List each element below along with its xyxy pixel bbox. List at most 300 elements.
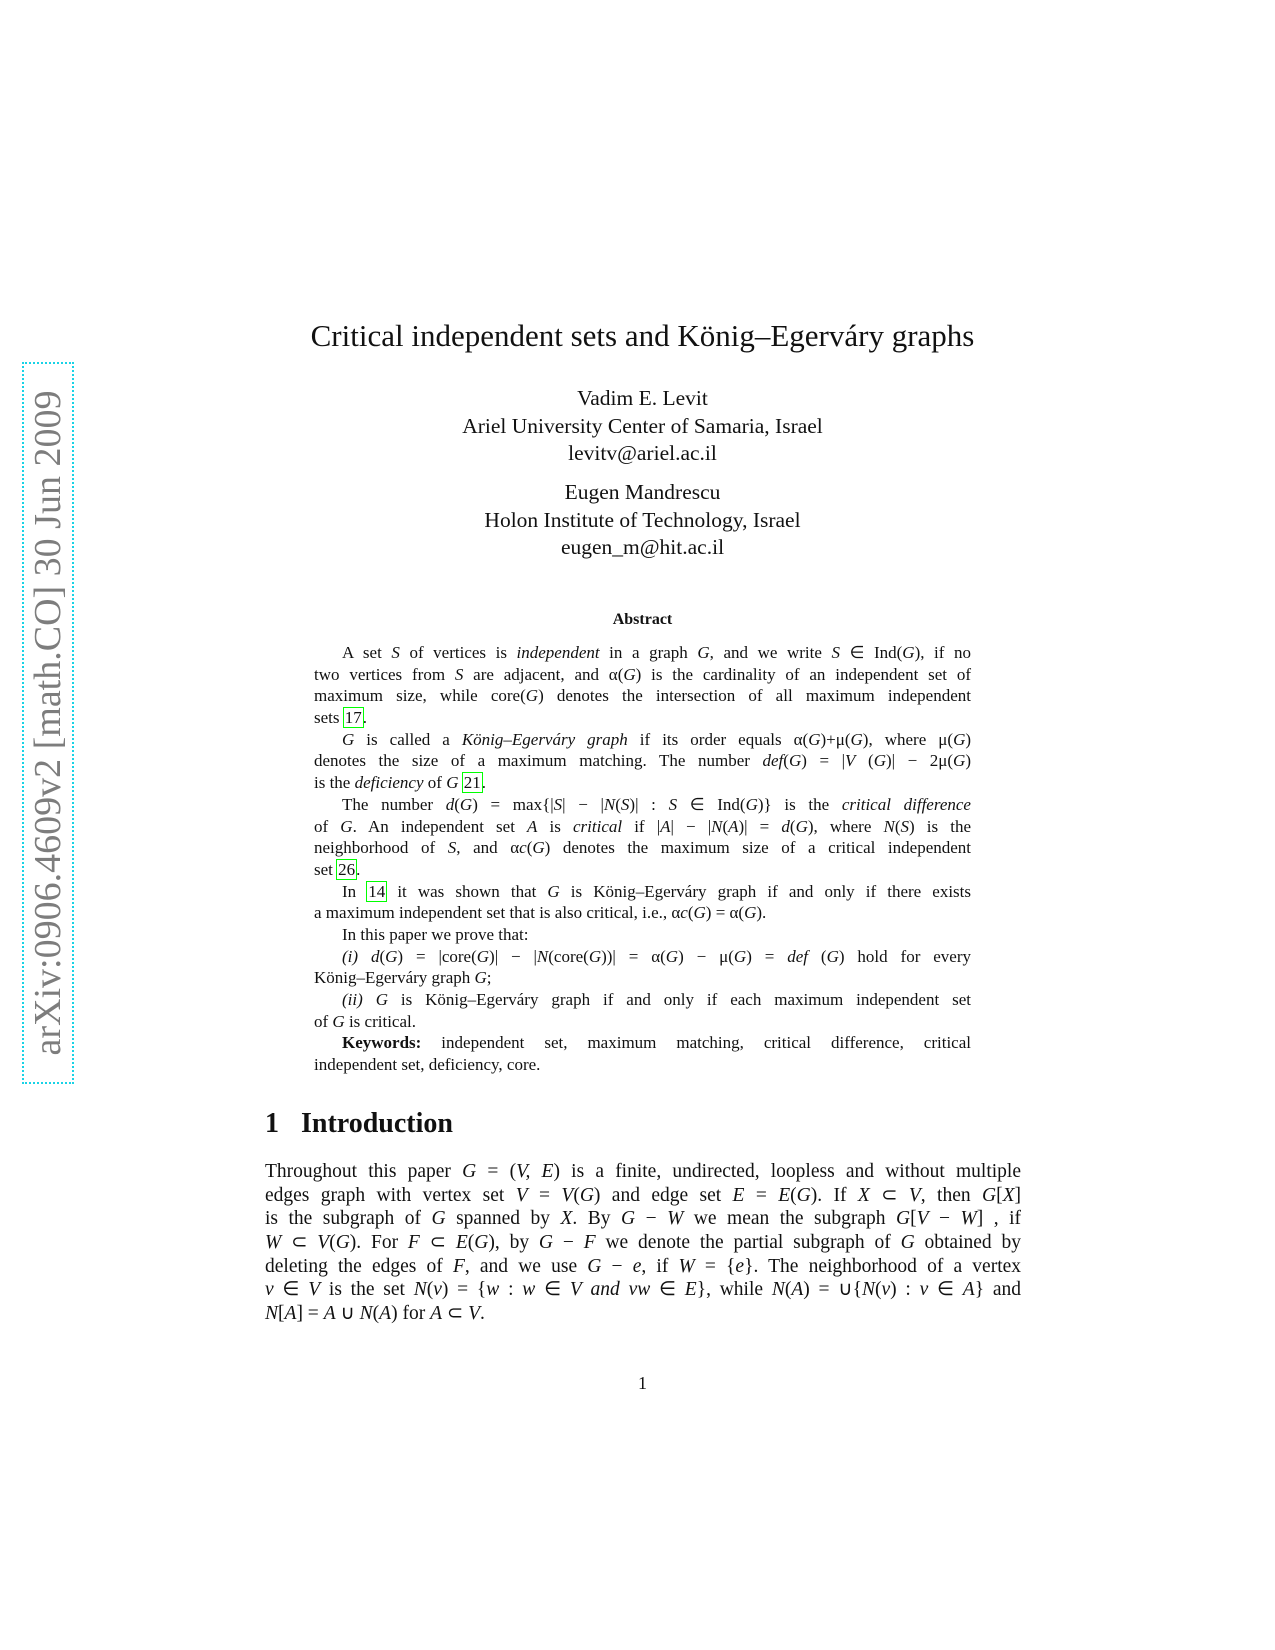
text-run: if its order equals α( bbox=[627, 729, 809, 749]
text-run: G bbox=[744, 903, 757, 923]
text-run: independent set, deficiency, core. bbox=[314, 1055, 541, 1075]
text-run: ( bbox=[467, 1232, 475, 1254]
text-run: )+μ( bbox=[820, 729, 851, 749]
text-run: G bbox=[332, 1011, 345, 1031]
text-run: V bbox=[317, 1232, 330, 1254]
text-run: G bbox=[547, 881, 560, 901]
text-run: if | bbox=[622, 816, 661, 836]
author-email: levitv@ariel.ac.il bbox=[568, 441, 717, 465]
text-line bbox=[314, 859, 971, 881]
text-run: G bbox=[795, 816, 808, 836]
text-run: ( bbox=[855, 751, 874, 771]
text-run: G bbox=[953, 729, 966, 749]
text-line bbox=[314, 837, 971, 859]
text-run: G bbox=[953, 751, 966, 771]
text-run: V, E bbox=[516, 1161, 554, 1182]
text-run: ( bbox=[426, 1279, 434, 1301]
author-block-2 bbox=[0, 479, 1275, 562]
introduction-body bbox=[265, 1160, 1021, 1326]
text-run: }. The neighborhood of a vertex bbox=[744, 1255, 1022, 1277]
text-run: def bbox=[787, 946, 809, 966]
abstract-body bbox=[314, 642, 971, 1076]
text-run: G bbox=[621, 1208, 636, 1230]
text-line bbox=[265, 1278, 1021, 1302]
text-run: ( bbox=[722, 816, 729, 836]
text-line bbox=[314, 729, 971, 751]
text-line bbox=[314, 946, 971, 968]
text-run: = ( bbox=[476, 1161, 517, 1182]
text-line bbox=[265, 1302, 1021, 1326]
text-run: G bbox=[375, 990, 388, 1009]
text-run: X bbox=[1002, 1184, 1015, 1206]
text-run: − bbox=[553, 1232, 584, 1254]
text-run: e bbox=[632, 1255, 642, 1277]
text-run: | − | bbox=[670, 816, 712, 836]
text-run: , and we write bbox=[709, 643, 832, 662]
text-run: ) and edge set bbox=[593, 1184, 733, 1206]
text-run: ) = α( bbox=[705, 903, 745, 923]
text-line bbox=[314, 642, 971, 664]
text-run: (ii) bbox=[342, 990, 376, 1009]
text-run: def bbox=[762, 751, 784, 771]
text-line bbox=[314, 1054, 971, 1076]
text-run: G bbox=[532, 838, 545, 858]
text-run: . bbox=[480, 1303, 485, 1325]
text-run: v bbox=[881, 1279, 891, 1301]
text-run: spanned by bbox=[445, 1208, 561, 1230]
text-line bbox=[314, 750, 971, 772]
citation-link[interactable]: 26 bbox=[338, 859, 356, 879]
text-run: independent set, maximum matching, critical difference, critical bbox=[421, 1033, 971, 1053]
text-run: ) = { bbox=[441, 1279, 487, 1301]
text-run: G bbox=[665, 946, 679, 966]
abstract-heading: Abstract bbox=[612, 611, 673, 628]
text-run: G bbox=[587, 1255, 602, 1277]
text-line bbox=[314, 664, 971, 686]
text-run: (core( bbox=[548, 946, 589, 966]
text-run: W bbox=[667, 1208, 684, 1230]
text-run: )| = bbox=[738, 816, 782, 836]
text-run: G bbox=[623, 664, 636, 684]
text-run: G bbox=[431, 1208, 446, 1230]
text-run: E bbox=[455, 1232, 468, 1254]
text-run: c bbox=[680, 903, 688, 923]
text-run: A set bbox=[342, 643, 392, 662]
text-run: X bbox=[857, 1184, 870, 1206]
text-run: ⊂ bbox=[419, 1232, 456, 1254]
text-run: ] bbox=[1014, 1184, 1021, 1206]
text-run: [ bbox=[278, 1303, 285, 1325]
text-run: ) = bbox=[746, 946, 788, 966]
text-run: two vertices from bbox=[314, 664, 455, 684]
text-run: N bbox=[711, 816, 723, 836]
text-line bbox=[265, 1255, 1021, 1279]
text-run: ( bbox=[783, 751, 789, 771]
text-run: vw bbox=[628, 1279, 651, 1301]
text-run: G bbox=[896, 1208, 911, 1230]
text-run bbox=[620, 1279, 629, 1300]
text-run: ( bbox=[573, 1184, 580, 1206]
text-run: ( bbox=[874, 1279, 882, 1301]
text-run: A bbox=[660, 816, 671, 836]
text-run: G bbox=[588, 946, 602, 966]
text-run: G bbox=[900, 1232, 915, 1254]
text-run: V bbox=[561, 1184, 574, 1206]
text-run: d bbox=[370, 946, 380, 966]
text-run: is critical. bbox=[344, 1011, 416, 1031]
text-run: ∈ bbox=[928, 1279, 963, 1301]
text-run: V bbox=[308, 1279, 321, 1301]
text-run: G bbox=[335, 1232, 350, 1254]
text-run: [ bbox=[910, 1208, 917, 1230]
text-run: S bbox=[900, 816, 910, 836]
text-run: ) denotes the maximum size of a critical independent bbox=[544, 838, 972, 858]
text-run: − bbox=[635, 1208, 668, 1230]
text-run: In this paper we prove that: bbox=[342, 924, 529, 944]
text-run: E bbox=[684, 1279, 697, 1301]
text-run: } and bbox=[974, 1279, 1022, 1301]
text-run: G bbox=[788, 751, 802, 771]
text-run: independent bbox=[516, 643, 600, 662]
text-run: F bbox=[452, 1255, 465, 1277]
text-run: V bbox=[845, 751, 856, 771]
text-run: neighborhood of bbox=[314, 838, 448, 858]
text-run: ). If bbox=[810, 1184, 858, 1206]
text-run: set bbox=[314, 859, 338, 879]
text-run: N bbox=[603, 794, 616, 814]
text-run: A bbox=[962, 1279, 975, 1301]
text-run: ( bbox=[372, 1303, 380, 1325]
text-run: , and α bbox=[456, 838, 520, 858]
text-line bbox=[314, 967, 971, 989]
text-run: ) is a finite, undirected, loopless and without multiple bbox=[553, 1161, 1021, 1182]
text-run: is the set bbox=[320, 1279, 414, 1301]
text-run: S bbox=[447, 838, 457, 858]
text-run: A bbox=[430, 1303, 442, 1325]
text-run: )| : bbox=[629, 794, 669, 814]
text-run: ( bbox=[454, 794, 460, 814]
text-run: S bbox=[620, 794, 630, 814]
text-run: A bbox=[527, 816, 538, 836]
text-run: V bbox=[468, 1303, 480, 1325]
text-run: deleting the edges of bbox=[265, 1255, 453, 1277]
text-run: G bbox=[850, 729, 863, 749]
text-run: of bbox=[314, 1011, 333, 1031]
text-line bbox=[314, 1032, 971, 1054]
text-run: G bbox=[579, 1184, 594, 1206]
text-run: ( bbox=[526, 838, 533, 858]
text-run: [ bbox=[996, 1184, 1003, 1206]
text-line bbox=[314, 1011, 971, 1033]
text-run: (i) bbox=[342, 946, 371, 966]
text-run: − bbox=[601, 1255, 633, 1277]
text-run: it was shown that bbox=[386, 881, 548, 901]
text-run: G bbox=[340, 816, 353, 836]
text-line bbox=[314, 924, 971, 946]
text-run: F bbox=[583, 1232, 596, 1254]
text-line bbox=[265, 1231, 1021, 1255]
text-line bbox=[265, 1160, 1021, 1184]
text-run: ) = max{| bbox=[472, 794, 554, 814]
text-run: are adjacent, and α( bbox=[463, 664, 624, 684]
text-run: ) − μ( bbox=[678, 946, 734, 966]
text-run: ] , if bbox=[976, 1208, 1022, 1230]
text-run: G bbox=[462, 1161, 477, 1182]
text-run: ( bbox=[789, 816, 796, 836]
text-run: , and we use bbox=[464, 1255, 588, 1277]
text-run: Throughout this paper bbox=[265, 1161, 463, 1182]
text-run: ). bbox=[756, 903, 767, 923]
text-run: W bbox=[265, 1232, 282, 1254]
text-run: e bbox=[735, 1255, 745, 1277]
text-run: E bbox=[732, 1184, 745, 1206]
text-run: w bbox=[522, 1279, 536, 1301]
text-run: − bbox=[928, 1208, 961, 1230]
text-line bbox=[314, 881, 971, 903]
text-run: ), where bbox=[807, 816, 884, 836]
citation-link[interactable]: 14 bbox=[368, 881, 386, 901]
text-run: F bbox=[407, 1232, 420, 1254]
text-run: v bbox=[919, 1279, 929, 1301]
text-run: . bbox=[356, 859, 361, 879]
author-email: eugen_m@hit.ac.il bbox=[560, 535, 725, 559]
text-run: V bbox=[916, 1208, 929, 1230]
text-run: N bbox=[861, 1279, 875, 1301]
text-run: G bbox=[902, 643, 915, 662]
text-run: N bbox=[771, 1279, 785, 1301]
text-run: G bbox=[733, 946, 747, 966]
text-run: ))| = α( bbox=[601, 946, 666, 966]
text-run: we denote the partial subgraph of bbox=[595, 1232, 901, 1254]
text-run: G bbox=[697, 643, 710, 662]
text-run: )} is the bbox=[757, 794, 842, 814]
citation-link[interactable]: 21 bbox=[463, 773, 481, 793]
text-run: ). For bbox=[349, 1232, 408, 1254]
text-run: S bbox=[668, 794, 678, 814]
text-run: and bbox=[590, 1279, 620, 1301]
text-run: Keywords: bbox=[342, 1033, 422, 1053]
text-run: V bbox=[515, 1184, 528, 1206]
author-name: Eugen Mandrescu bbox=[564, 480, 721, 504]
text-run: G bbox=[342, 729, 355, 749]
section-heading bbox=[265, 1108, 453, 1140]
arxiv-identifier: arXiv:0906.4609v2 [math.CO] 30 Jun 2009 bbox=[27, 390, 69, 1056]
text-run: N bbox=[265, 1303, 279, 1325]
text-run: ), by bbox=[488, 1232, 539, 1254]
text-run: }, while bbox=[696, 1279, 772, 1301]
text-run: in a graph bbox=[599, 643, 698, 662]
text-run: ), where μ( bbox=[862, 729, 954, 749]
text-run: V bbox=[569, 1279, 582, 1301]
text-run: sets bbox=[314, 708, 344, 728]
author-affiliation: Ariel University Center of Samaria, Israel bbox=[462, 413, 823, 438]
text-run: d bbox=[781, 816, 790, 836]
text-run: ) is the cardinality of an independent set of bbox=[635, 664, 971, 684]
text-run: a maximum independent set that is also critical, i.e., α bbox=[314, 903, 681, 923]
text-run: ( bbox=[784, 1279, 792, 1301]
text-run: critical bbox=[573, 816, 623, 836]
text-run: is the bbox=[314, 773, 355, 793]
text-run: . An independent set bbox=[352, 816, 528, 836]
text-run: S bbox=[553, 794, 563, 814]
text-run: w bbox=[486, 1279, 500, 1301]
text-run: ), if no bbox=[914, 643, 971, 662]
text-run: X bbox=[560, 1208, 573, 1230]
text-run: G bbox=[693, 903, 706, 923]
text-run: . By bbox=[572, 1208, 621, 1230]
text-run: ) = ∪{ bbox=[803, 1279, 862, 1301]
text-run: we mean the subgraph bbox=[683, 1208, 897, 1230]
text-run: G bbox=[538, 1232, 554, 1254]
text-run: A bbox=[323, 1303, 336, 1325]
text-run: ⊂ bbox=[869, 1184, 909, 1206]
text-run: N bbox=[883, 816, 895, 836]
text-run: ( bbox=[687, 903, 694, 923]
text-run: ( bbox=[894, 816, 901, 836]
author-affiliation: Holon Institute of Technology, Israel bbox=[484, 507, 801, 532]
text-run: ) denotes the intersection of all maximum independent bbox=[538, 686, 971, 706]
text-run: A bbox=[791, 1279, 804, 1301]
text-line bbox=[265, 1207, 1021, 1231]
text-run: E bbox=[778, 1184, 791, 1206]
author-name: Vadim E. Levit bbox=[577, 386, 708, 410]
text-run: G bbox=[981, 1184, 997, 1206]
text-run: d bbox=[445, 794, 455, 814]
text-run: ) : bbox=[890, 1279, 920, 1301]
text-run: ) for bbox=[391, 1303, 431, 1325]
text-run: ( bbox=[379, 946, 386, 966]
section-number: 1 bbox=[265, 1108, 279, 1139]
text-run bbox=[582, 1279, 591, 1300]
text-run: ; bbox=[486, 968, 492, 988]
text-run: ) = | bbox=[801, 751, 846, 771]
text-run: ⊂ bbox=[441, 1303, 469, 1325]
text-line bbox=[265, 1184, 1021, 1208]
text-run: W bbox=[960, 1208, 977, 1230]
text-run: of vertices is bbox=[399, 643, 517, 662]
text-line bbox=[314, 772, 971, 794]
text-run: is called a bbox=[354, 729, 462, 749]
text-run: ( bbox=[808, 946, 827, 966]
text-run: critical difference bbox=[841, 794, 971, 814]
text-run: A bbox=[728, 816, 739, 836]
page-number: 1 bbox=[638, 1373, 647, 1393]
text-run: | − | bbox=[562, 794, 604, 814]
text-run: ( bbox=[790, 1184, 797, 1206]
text-run: A bbox=[284, 1303, 297, 1325]
text-run: v bbox=[265, 1279, 274, 1301]
text-line bbox=[314, 794, 971, 816]
text-run: )| − 2μ( bbox=[885, 751, 954, 771]
text-line bbox=[314, 989, 971, 1011]
text-run: S bbox=[391, 643, 400, 662]
text-run: V bbox=[908, 1184, 921, 1206]
text-run: N bbox=[413, 1279, 427, 1301]
text-run: . bbox=[362, 708, 367, 728]
text-run: ) is the bbox=[909, 816, 971, 836]
text-run: . bbox=[481, 773, 486, 793]
text-run: ] = bbox=[296, 1303, 324, 1325]
author-block-1 bbox=[0, 385, 1275, 468]
text-run: W bbox=[678, 1255, 695, 1277]
text-run: is König–Egerváry graph if and only if there exists bbox=[559, 881, 971, 901]
text-run: edges graph with vertex set bbox=[265, 1184, 516, 1206]
text-run: , if bbox=[641, 1255, 679, 1277]
text-run: König–Egerváry graph bbox=[314, 968, 475, 988]
text-run: A bbox=[379, 1303, 392, 1325]
text-run: obtained by bbox=[914, 1232, 1021, 1254]
text-line bbox=[314, 685, 971, 707]
section-title: Introduction bbox=[301, 1108, 453, 1139]
text-run: G bbox=[459, 794, 473, 814]
text-run: c bbox=[519, 838, 527, 858]
text-run: ∈ Ind( bbox=[677, 794, 746, 814]
text-run: ∈ bbox=[650, 1279, 685, 1301]
text-line bbox=[314, 902, 971, 924]
text-run: ) bbox=[965, 751, 971, 771]
text-run: ∈ Ind( bbox=[840, 643, 903, 662]
text-run: ) hold for every bbox=[838, 946, 972, 966]
text-run: G bbox=[446, 773, 459, 793]
text-run: G bbox=[385, 946, 398, 966]
text-run: G bbox=[796, 1184, 811, 1206]
text-run: = bbox=[527, 1184, 562, 1206]
text-run: = { bbox=[694, 1255, 736, 1277]
text-run: is König–Egerváry graph if and only if each maximum independent set bbox=[387, 990, 971, 1009]
text-run: G bbox=[873, 751, 886, 771]
text-run: G bbox=[476, 946, 490, 966]
text-run: ) = |core( bbox=[397, 946, 477, 966]
text-run: of bbox=[423, 773, 447, 793]
text-run: G bbox=[826, 946, 839, 966]
text-run: N bbox=[536, 946, 549, 966]
paper-title: Critical independent sets and König–Egerváry graphs bbox=[310, 318, 975, 353]
citation-link[interactable]: 17 bbox=[344, 708, 362, 728]
text-run: G bbox=[745, 794, 758, 814]
text-run: is bbox=[537, 816, 573, 836]
text-run: maximum size, while core( bbox=[314, 686, 526, 706]
text-run: ∪ bbox=[335, 1303, 360, 1325]
text-run: ( bbox=[615, 794, 621, 814]
text-run: König–Egerváry graph bbox=[461, 729, 628, 749]
text-run: ) bbox=[965, 729, 972, 749]
text-run: ( bbox=[329, 1232, 336, 1254]
text-run: G bbox=[525, 686, 539, 706]
text-run: ∈ bbox=[273, 1279, 309, 1301]
text-run: G bbox=[474, 968, 487, 988]
text-run: : bbox=[499, 1279, 523, 1301]
text-run: , then bbox=[920, 1184, 982, 1206]
text-run: S bbox=[454, 664, 464, 684]
text-run: G bbox=[474, 1232, 489, 1254]
text-run: The number bbox=[342, 794, 446, 814]
text-line bbox=[314, 707, 971, 729]
text-run: In bbox=[342, 881, 368, 901]
text-run: is the subgraph of bbox=[265, 1208, 432, 1230]
text-run: ∈ bbox=[535, 1279, 570, 1301]
arxiv-sidebar-stamp bbox=[22, 362, 74, 1084]
text-line bbox=[314, 816, 971, 838]
text-run: ⊂ bbox=[281, 1232, 318, 1254]
text-run: deficiency bbox=[354, 773, 424, 793]
text-run: G bbox=[808, 729, 821, 749]
text-run: )| − | bbox=[489, 946, 537, 966]
text-run: denotes the size of a maximum matching. The number bbox=[314, 751, 763, 771]
text-run: = bbox=[744, 1184, 779, 1206]
text-run: N bbox=[359, 1303, 373, 1325]
text-run: of bbox=[314, 816, 341, 836]
text-run: S bbox=[831, 643, 840, 662]
